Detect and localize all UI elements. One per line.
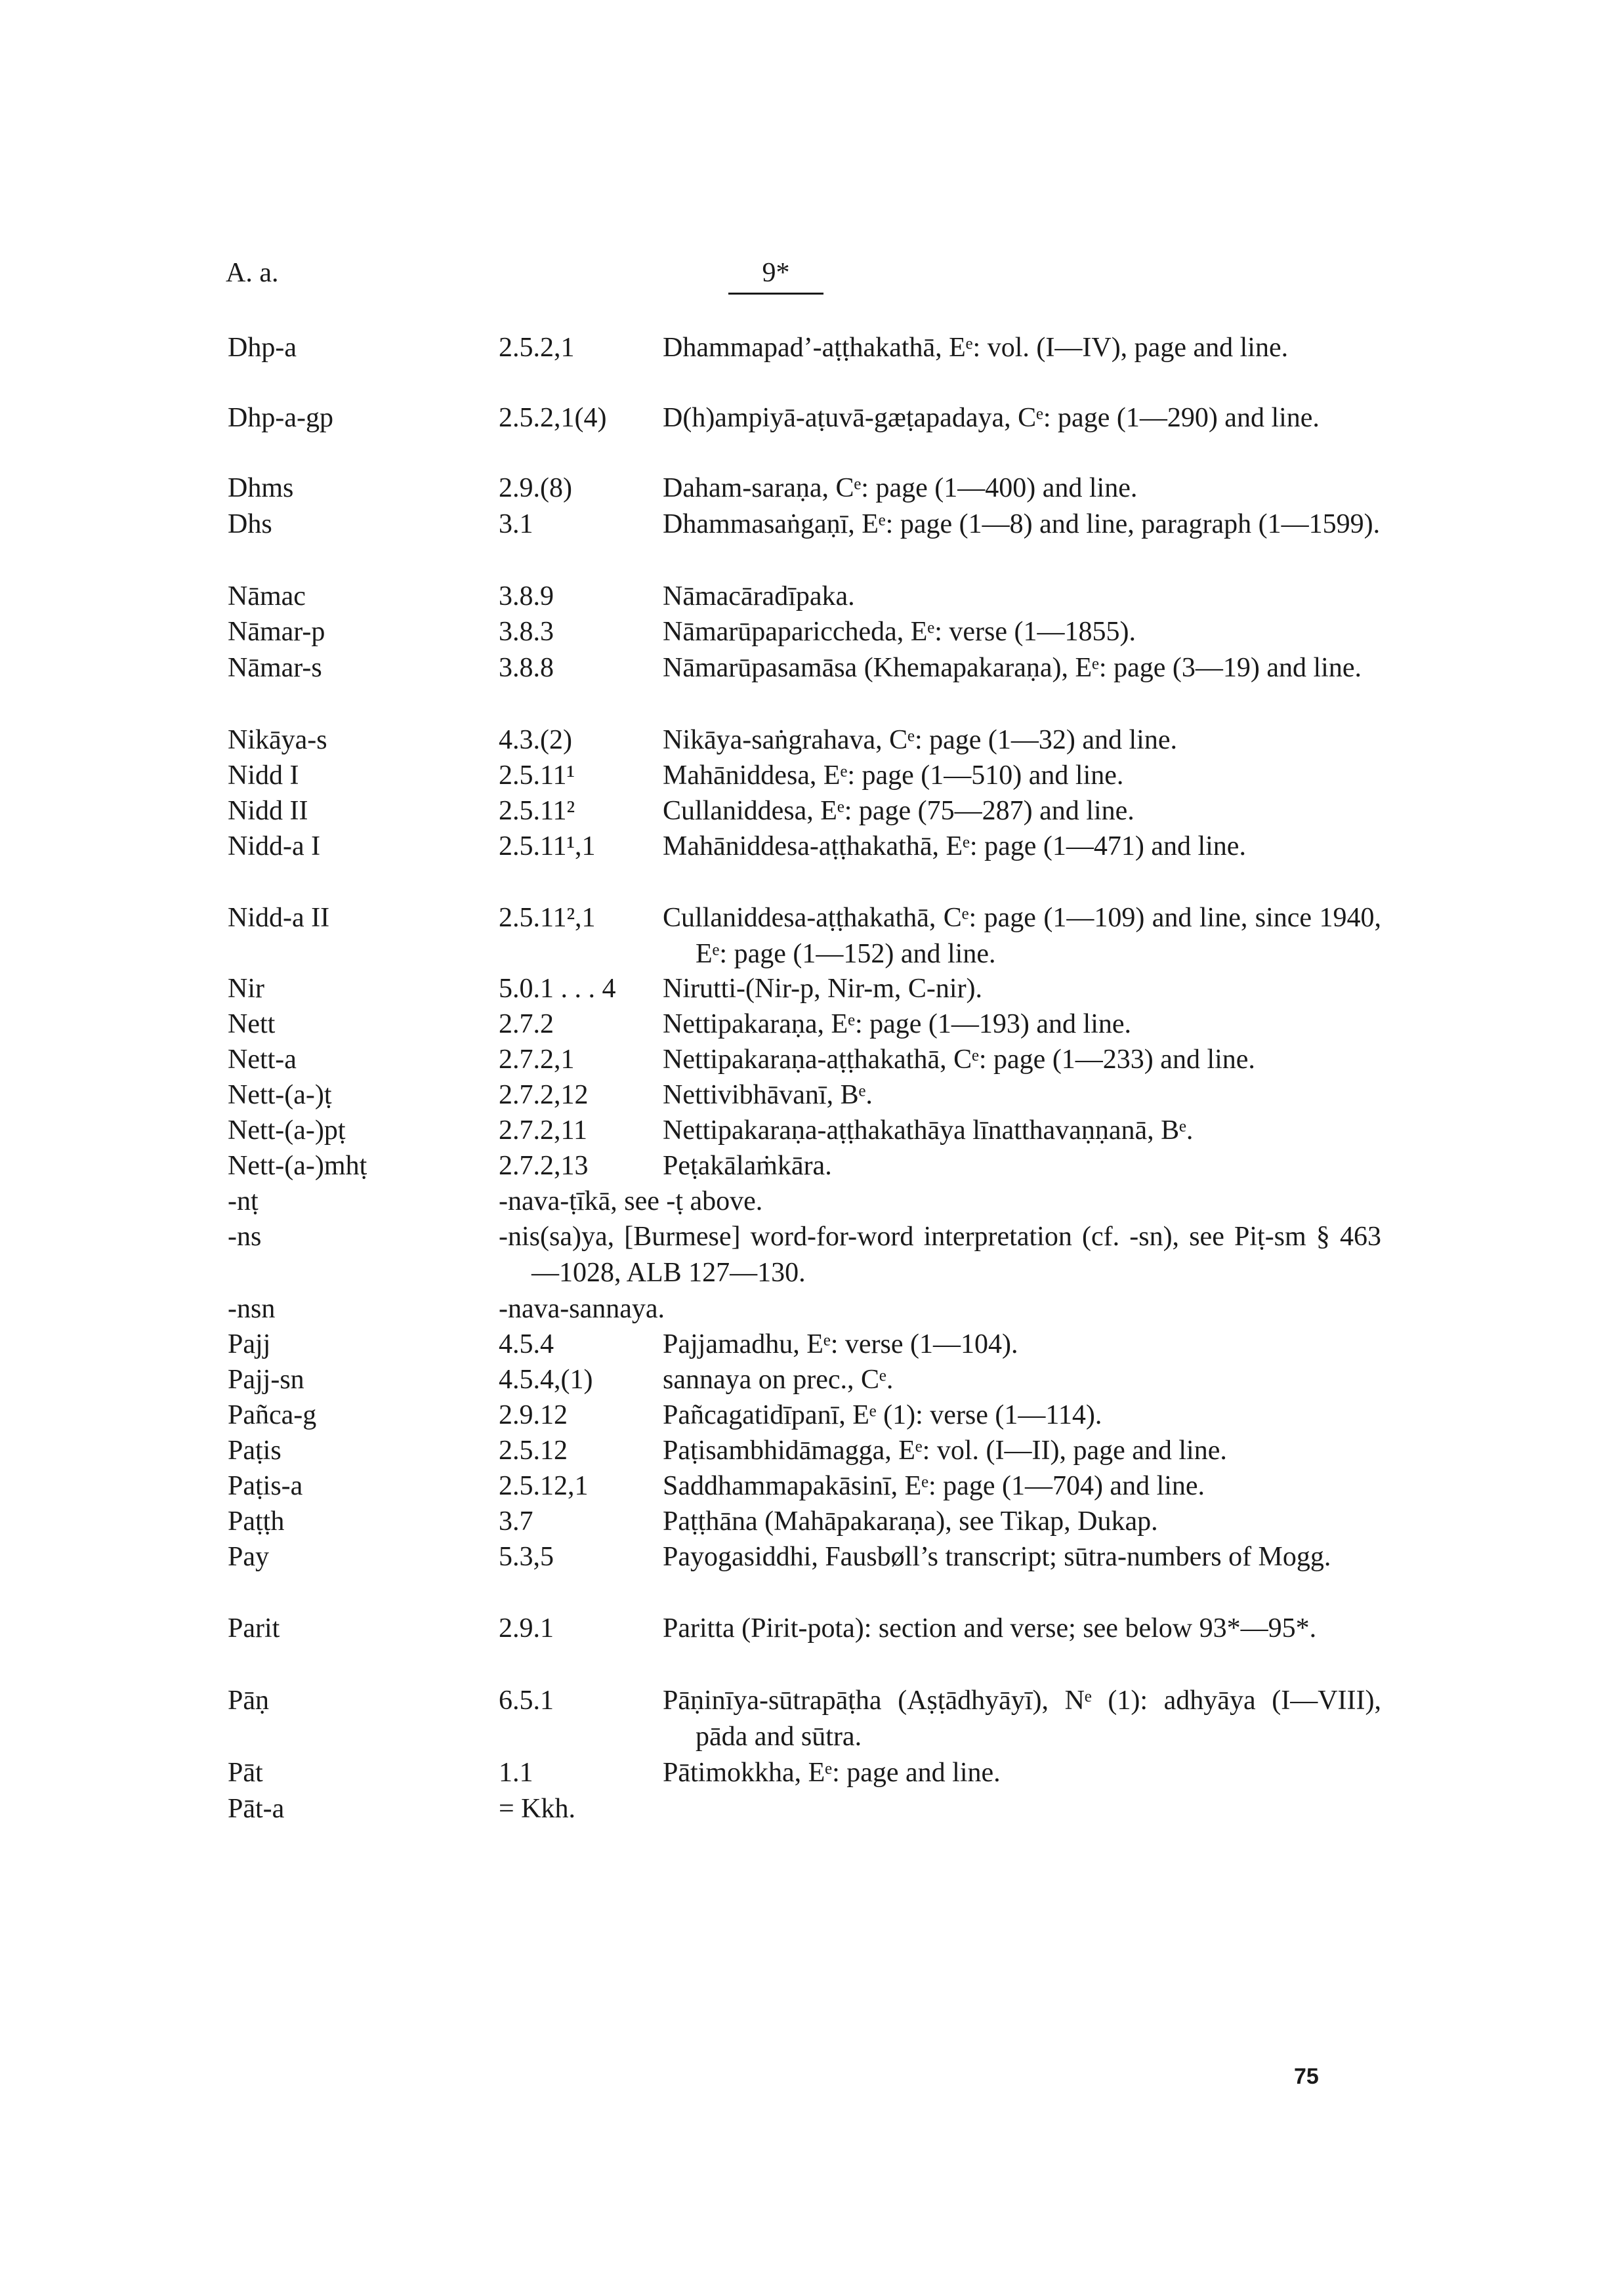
entry-abbreviation: Pāt xyxy=(228,1758,263,1788)
list-item xyxy=(0,1077,1624,1113)
entry-abbreviation: Nir xyxy=(228,974,264,1004)
list-item xyxy=(0,507,1624,579)
entry-reference: 4.3.(2) xyxy=(499,725,572,755)
page-number: 75 xyxy=(1294,2064,1319,2089)
entry-abbreviation: Nāmac xyxy=(228,581,306,611)
page-header-left: A. a. xyxy=(226,258,279,288)
entry-reference: 3.1 xyxy=(499,509,533,539)
entry-abbreviation: -nṭ xyxy=(228,1186,259,1216)
entry-reference: 2.5.12 xyxy=(499,1436,568,1466)
list-item xyxy=(0,1468,1624,1504)
entry-reference: 5.3,5 xyxy=(499,1542,554,1572)
list-item xyxy=(0,1539,1624,1611)
entry-description: Dhammapad’-aṭṭhakathā, Eᵉ: vol. (I—IV), page and line. xyxy=(663,333,1289,363)
list-item xyxy=(0,1433,1624,1468)
entry-description: Mahāniddesa, Eᵉ: page (1—510) and line. xyxy=(663,760,1124,791)
entry-description: Pātimokkha, Eᵉ: page and line. xyxy=(663,1758,1001,1788)
list-item xyxy=(0,1397,1624,1433)
entry-reference: 2.5.11² xyxy=(499,796,575,826)
entry-abbreviation: Nidd I xyxy=(228,760,299,791)
entry-description: Paritta (Pirit-pota): section and verse; see below 93*—95*. xyxy=(663,1613,1317,1644)
entry-abbreviation: Nett xyxy=(228,1009,276,1039)
entry-reference: 5.0.1 . . . 4 xyxy=(499,974,616,1004)
list-item xyxy=(0,1006,1624,1042)
list-item xyxy=(0,650,1624,722)
entry-reference: 2.5.11¹,1 xyxy=(499,831,596,861)
abbreviation-list xyxy=(0,330,1624,1827)
entry-reference: 3.8.3 xyxy=(499,617,554,647)
entry-description: Saddhammapakāsinī, Eᵉ: page (1—704) and line. xyxy=(663,1471,1205,1501)
entry-abbreviation: Dhs xyxy=(228,509,272,539)
entry-reference: 3.8.8 xyxy=(499,653,554,683)
list-item xyxy=(0,758,1624,793)
entry-reference: 1.1 xyxy=(499,1758,533,1788)
list-item xyxy=(0,1113,1624,1148)
list-item xyxy=(0,1791,1624,1827)
list-item xyxy=(0,793,1624,829)
entry-abbreviation: Nett-(a-)ṭ xyxy=(228,1080,332,1110)
entry-description: Nettipakaraṇa-aṭṭhakathā, Cᵉ: page (1—233) and line. xyxy=(663,1044,1255,1075)
list-item xyxy=(0,1042,1624,1077)
entry-abbreviation: Nikāya-s xyxy=(228,725,327,755)
entry-abbreviation: -ns xyxy=(228,1222,262,1252)
entry-reference: 2.7.2,13 xyxy=(499,1151,589,1181)
list-item xyxy=(0,722,1624,758)
entry-description: Nāmarūpasamāsa (Khemapakaraṇa), Eᵉ: page (3—19) and line. xyxy=(663,653,1362,683)
entry-description: Pāṇinīya-sūtrapāṭha (Aṣṭādhyāyī), Nᵉ (1): adhyāya (I—VIII), pāda and sūtra. xyxy=(663,1685,1381,1752)
entry-abbreviation: Dhp-a xyxy=(228,333,297,363)
entry-description: Nettipakaraṇa-aṭṭhakathāya līnatthavaṇṇanā, Bᵉ. xyxy=(663,1115,1194,1146)
entry-abbreviation: Paṭṭh xyxy=(228,1506,285,1537)
entry-abbreviation: Nidd-a II xyxy=(228,903,330,933)
entry-abbreviation: Dhp-a-gp xyxy=(228,403,333,433)
list-item xyxy=(0,1755,1624,1791)
entry-abbreviation: Nett-(a-)pṭ xyxy=(228,1115,346,1146)
entry-abbreviation: Pajj xyxy=(228,1329,271,1359)
entry-description: D(h)ampiyā-aṭuvā-gæṭapadaya, Cᵉ: page (1—290) and line. xyxy=(663,403,1320,433)
entry-description: Daham-saraṇa, Cᵉ: page (1—400) and line. xyxy=(663,473,1138,503)
entry-description: -nis(sa)ya, [Burmese] word-for-word interpretation (cf. -sn), see Piṭ-sm § 463—1028, ALB 127—130. xyxy=(499,1222,1381,1288)
list-item xyxy=(0,614,1624,650)
list-item xyxy=(0,1504,1624,1539)
entry-reference: 2.5.11¹ xyxy=(499,760,575,791)
entry-abbreviation: Nidd-a I xyxy=(228,831,321,861)
entry-reference: 2.7.2,12 xyxy=(499,1080,589,1110)
entry-description: Pajjamadhu, Eᵉ: verse (1—104). xyxy=(663,1329,1018,1359)
entry-abbreviation: Pāṇ xyxy=(228,1685,269,1716)
entry-description: Nāmarūpapariccheda, Eᵉ: verse (1—1855). xyxy=(663,617,1136,647)
entry-abbreviation: Pajj-sn xyxy=(228,1365,304,1395)
entry-abbreviation: -nsn xyxy=(228,1294,276,1324)
entry-reference: 2.7.2 xyxy=(499,1009,554,1039)
entry-abbreviation: Paṭis xyxy=(228,1436,281,1466)
entry-description: Dhammasaṅgaṇī, Eᵉ: page (1—8) and line, paragraph (1—1599). xyxy=(663,509,1381,539)
list-item xyxy=(0,829,1624,900)
entry-abbreviation: Dhms xyxy=(228,473,294,503)
entry-reference: 3.7 xyxy=(499,1506,533,1537)
entry-description: Nikāya-saṅgrahava, Cᵉ: page (1—32) and line. xyxy=(663,725,1177,755)
list-item xyxy=(0,1291,1624,1327)
entry-description: -nava-ṭīkā, see -ṭ above. xyxy=(499,1186,763,1216)
list-item xyxy=(0,400,1624,470)
entry-abbreviation: Pay xyxy=(228,1542,269,1572)
list-item xyxy=(0,1148,1624,1184)
entry-abbreviation: Nāmar-p xyxy=(228,617,325,647)
entry-abbreviation: Parit xyxy=(228,1613,280,1644)
entry-reference: 2.7.2,1 xyxy=(499,1044,575,1075)
entry-abbreviation: Nett-(a-)mhṭ xyxy=(228,1151,367,1181)
list-item xyxy=(0,470,1624,507)
entry-abbreviation: Nidd II xyxy=(228,796,308,826)
entry-abbreviation: Nett-a xyxy=(228,1044,297,1075)
entry-description: Nettipakaraṇa, Eᵉ: page (1—193) and line. xyxy=(663,1009,1131,1039)
entry-reference: 2.5.11²,1 xyxy=(499,903,596,933)
entry-abbreviation: Pāt-a xyxy=(228,1794,285,1824)
entry-reference: 2.7.2,11 xyxy=(499,1115,587,1146)
entry-description: = Kkh. xyxy=(499,1794,576,1824)
entry-description: Paṭisambhidāmagga, Eᵉ: vol. (I—II), page and line. xyxy=(663,1436,1227,1466)
entry-reference: 2.9.12 xyxy=(499,1400,568,1430)
entry-abbreviation: Pañca-g xyxy=(228,1400,317,1430)
entry-reference: 4.5.4,(1) xyxy=(499,1365,593,1395)
list-item xyxy=(0,1184,1624,1219)
entry-description: Pañcagatidīpanī, Eᵉ (1): verse (1—114). xyxy=(663,1400,1102,1430)
entry-reference: 2.9.1 xyxy=(499,1613,554,1644)
page-header-center: 9* xyxy=(728,257,823,295)
entry-description: Paṭṭhāna (Mahāpakaraṇa), see Tikap, Dukap. xyxy=(663,1506,1158,1537)
list-item xyxy=(0,1683,1624,1755)
entry-reference: 2.5.2,1(4) xyxy=(499,403,607,433)
entry-description: Nirutti-(Nir-p, Nir-m, C-nir). xyxy=(663,974,983,1004)
list-item xyxy=(0,900,1624,971)
list-item xyxy=(0,1611,1624,1683)
entry-reference: 2.5.2,1 xyxy=(499,333,575,363)
entry-description: Mahāniddesa-aṭṭhakathā, Eᵉ: page (1—471) and line. xyxy=(663,831,1246,861)
entry-abbreviation: Nāmar-s xyxy=(228,653,322,683)
entry-reference: 6.5.1 xyxy=(499,1685,554,1716)
list-item xyxy=(0,971,1624,1006)
entry-reference: 4.5.4 xyxy=(499,1329,554,1359)
entry-description: sannaya on prec., Cᵉ. xyxy=(663,1365,894,1395)
list-item xyxy=(0,579,1624,614)
entry-reference: 3.8.9 xyxy=(499,581,554,611)
entry-description: -nava-sannaya. xyxy=(499,1294,665,1324)
entry-description: Nāmacāradīpaka. xyxy=(663,581,855,611)
entry-reference: 2.9.(8) xyxy=(499,473,572,503)
list-item xyxy=(0,330,1624,400)
entry-description: Payogasiddhi, Fausbøll’s transcript; sūtra-numbers of Mogg. xyxy=(663,1542,1331,1572)
entry-reference: 2.5.12,1 xyxy=(499,1471,589,1501)
list-item xyxy=(0,1327,1624,1362)
entry-description: Peṭakālaṁkāra. xyxy=(663,1151,832,1181)
entry-abbreviation: Paṭis-a xyxy=(228,1471,303,1501)
entry-description: Nettivibhāvanī, Bᵉ. xyxy=(663,1080,873,1110)
list-item xyxy=(0,1219,1624,1291)
list-item xyxy=(0,1362,1624,1397)
entry-description: Cullaniddesa, Eᵉ: page (75—287) and line. xyxy=(663,796,1135,826)
entry-description: Cullaniddesa-aṭṭhakathā, Cᵉ: page (1—109) and line, since 1940, Eᵉ: page (1—152) and line. xyxy=(663,903,1381,969)
